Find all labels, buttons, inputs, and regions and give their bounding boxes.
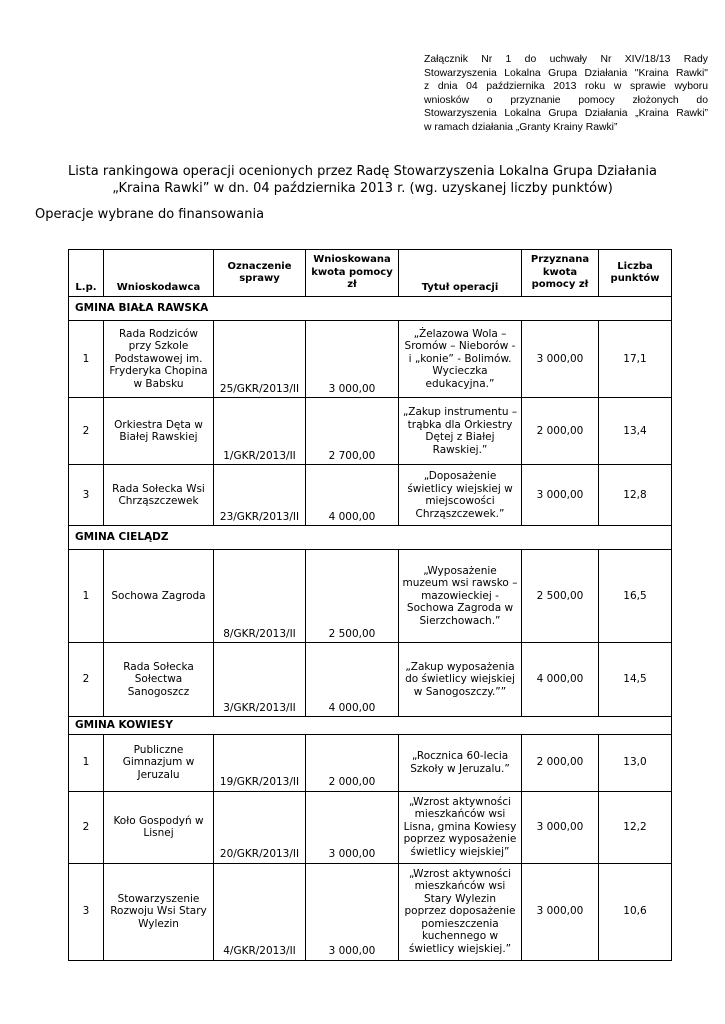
cell-case: 19/GKR/2013/II	[214, 734, 306, 791]
header-title: Tytuł operacji	[399, 250, 522, 297]
document-title	[40, 163, 685, 197]
cell-points: 12,2	[599, 791, 672, 863]
cell-requested: 3 000,00	[306, 863, 399, 960]
cell-granted: 2 000,00	[522, 734, 599, 791]
cell-case: 3/GKR/2013/II	[214, 643, 306, 717]
table-row	[69, 321, 672, 398]
cell-lp: 1	[69, 734, 104, 791]
cell-title: „Wzrost aktywności mieszkańców wsi Stary Wylezin poprzez doposażenie pomieszczenia kuchennego w świetlicy wiejskiej.”	[399, 863, 522, 960]
cell-granted: 2 000,00	[522, 398, 599, 465]
cell-title: „Doposażenie świetlicy wiejskiej w miejscowości Chrząszczewek.”	[399, 465, 522, 526]
table-row	[69, 863, 672, 960]
cell-title: „Wyposażenie muzeum wsi rawsko – mazowieckiej - Sochowa Zagroda w Sierzchowach.”	[399, 550, 522, 643]
cell-title: „Zakup wyposażenia do świetlicy wiejskiej w Sanogoszczy.””	[399, 643, 522, 717]
cell-applicant: Publiczne Gimnazjum w Jeruzalu	[104, 734, 214, 791]
cell-granted: 3 000,00	[522, 863, 599, 960]
cell-title: „Rocznica 60-lecia Szkoły w Jeruzalu.”	[399, 734, 522, 791]
header-case: Oznaczenie sprawy	[214, 250, 306, 297]
cell-granted: 3 000,00	[522, 791, 599, 863]
cell-case: 25/GKR/2013/II	[214, 321, 306, 398]
note-line: Załącznik Nr 1 do uchwały Nr XIV/18/13 Rady	[424, 54, 708, 65]
header-granted: Przyznana kwota pomocy zł	[522, 250, 599, 297]
header-points: Liczba punktów	[599, 250, 672, 297]
cell-lp: 2	[69, 643, 104, 717]
section-name: GMINA KOWIESY	[69, 717, 672, 735]
table-row	[69, 465, 672, 526]
cell-granted: 2 500,00	[522, 550, 599, 643]
cell-requested: 2 000,00	[306, 734, 399, 791]
cell-requested: 3 000,00	[306, 321, 399, 398]
cell-granted: 3 000,00	[522, 321, 599, 398]
section-name: GMINA BIAŁA RAWSKA	[69, 297, 672, 321]
section-subtitle: Operacje wybrane do finansowania	[35, 207, 265, 222]
cell-applicant: Rada Sołecka Sołectwa Sanogoszcz	[104, 643, 214, 717]
cell-case: 4/GKR/2013/II	[214, 863, 306, 960]
cell-lp: 3	[69, 465, 104, 526]
cell-title: „Żelazowa Wola – Sromów – Nieborów - i „konie” - Bolimów. Wycieczka edukacyjna.”	[399, 321, 522, 398]
cell-lp: 2	[69, 398, 104, 465]
cell-requested: 3 000,00	[306, 791, 399, 863]
cell-requested: 4 000,00	[306, 643, 399, 717]
section-row	[69, 297, 672, 321]
attachment-note	[424, 53, 708, 135]
table-row	[69, 398, 672, 465]
cell-case: 1/GKR/2013/II	[214, 398, 306, 465]
title-line-1: Lista rankingowa operacji ocenionych przez Radę Stowarzyszenia Lokalna Grupa Działania	[68, 164, 657, 179]
cell-points: 13,4	[599, 398, 672, 465]
ranking-table	[68, 249, 672, 961]
table-row	[69, 643, 672, 717]
note-line: Stowarzyszenia Lokalna Grupa Działania "Kraina Rawki"	[424, 67, 708, 79]
header-applicant: Wnioskodawca	[104, 250, 214, 297]
cell-requested: 2 500,00	[306, 550, 399, 643]
cell-applicant: Orkiestra Dęta w Białej Rawskiej	[104, 398, 214, 465]
note-line: z dnia 04 października 2013 roku w sprawie wyboru	[424, 81, 708, 93]
note-line: w ramach działania „Granty Krainy Rawki”	[424, 121, 618, 133]
cell-points: 13,0	[599, 734, 672, 791]
header-requested: Wnioskowana kwota pomocy zł	[306, 250, 399, 297]
cell-lp: 3	[69, 863, 104, 960]
cell-granted: 3 000,00	[522, 465, 599, 526]
title-line-2: „Kraina Rawki” w dn. 04 października 2013 r. (wg. uzyskanej liczby punktów)	[112, 181, 613, 196]
cell-lp: 1	[69, 321, 104, 398]
cell-lp: 1	[69, 550, 104, 643]
section-row	[69, 526, 672, 550]
cell-requested: 2 700,00	[306, 398, 399, 465]
cell-applicant: Stowarzyszenie Rozwoju Wsi Stary Wylezin	[104, 863, 214, 960]
cell-points: 10,6	[599, 863, 672, 960]
header-lp: L.p.	[69, 250, 104, 297]
cell-case: 20/GKR/2013/II	[214, 791, 306, 863]
table-header-row	[69, 250, 672, 297]
cell-requested: 4 000,00	[306, 465, 399, 526]
cell-lp: 2	[69, 791, 104, 863]
cell-title: „Wzrost aktywności mieszkańców wsi Lisna, gmina Kowiesy poprzez wyposażenie świetlicy wiejskiej”	[399, 791, 522, 863]
cell-points: 16,5	[599, 550, 672, 643]
cell-case: 8/GKR/2013/II	[214, 550, 306, 643]
table-row	[69, 550, 672, 643]
cell-applicant: Sochowa Zagroda	[104, 550, 214, 643]
cell-title: „Zakup instrumentu – trąbka dla Orkiestry Dętej z Białej Rawskiej.”	[399, 398, 522, 465]
section-row	[69, 717, 672, 735]
cell-applicant: Rada Sołecka Wsi Chrząszczewek	[104, 465, 214, 526]
table-body	[69, 297, 672, 961]
section-name: GMINA CIELĄDZ	[69, 526, 672, 550]
cell-points: 12,8	[599, 465, 672, 526]
table-row	[69, 791, 672, 863]
cell-points: 17,1	[599, 321, 672, 398]
note-line: Stowarzyszenia Lokalna Grupa Działania „Kraina Rawki”	[424, 108, 708, 120]
cell-points: 14,5	[599, 643, 672, 717]
cell-granted: 4 000,00	[522, 643, 599, 717]
cell-applicant: Rada Rodziców przy Szkole Podstawowej im. Fryderyka Chopina w Babsku	[104, 321, 214, 398]
note-line: wniosków o przyznanie pomocy złożonych do	[424, 94, 708, 106]
table-row	[69, 734, 672, 791]
cell-applicant: Koło Gospodyń w Lisnej	[104, 791, 214, 863]
cell-case: 23/GKR/2013/II	[214, 465, 306, 526]
